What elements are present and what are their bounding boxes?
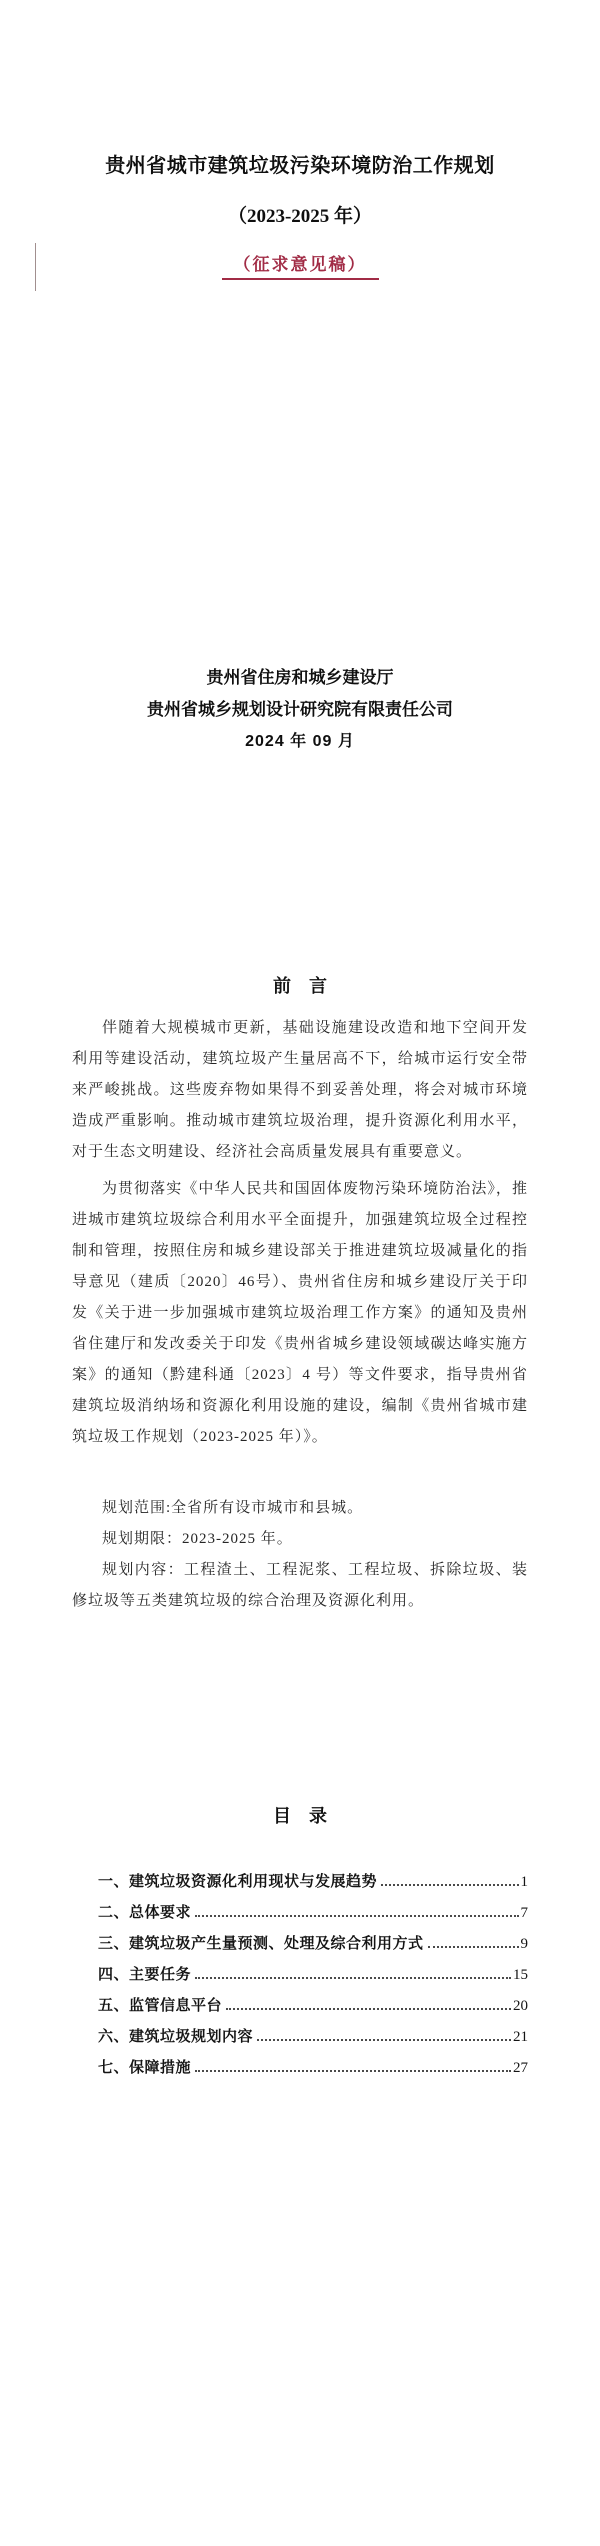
toc-entry[interactable] — [72, 2021, 528, 2052]
toc-leader-dots — [226, 1994, 511, 2010]
toc-entry[interactable] — [72, 1897, 528, 1928]
toc-entry[interactable] — [72, 2052, 528, 2083]
publish-date: 2024 年 09 月 — [245, 733, 355, 750]
draft-stamp: （征求意见稿） — [222, 250, 379, 280]
preface-body — [72, 1013, 528, 1617]
toc-leader-dots — [428, 1932, 519, 1948]
toc-leader-dots — [195, 1963, 511, 1979]
plan-content-line: 规划内容：工程渣土、工程泥浆、工程垃圾、拆除垃圾、装修垃圾等五类建筑垃圾的综合治理及资源化利用。 — [72, 1562, 528, 1609]
org-name-secondary: 贵州省城乡规划设计研究院有限责任公司 — [147, 700, 453, 719]
toc-entry-label[interactable]: 五、监管信息平台 — [98, 1997, 223, 2014]
plan-scope-line: 规划范围:全省所有设市城市和县城。 — [102, 1500, 364, 1516]
toc-leader-dots — [381, 1870, 518, 1886]
toc-leader-dots — [195, 1901, 518, 1917]
toc-page-number: 15 — [513, 1967, 528, 1983]
toc-entry[interactable] — [72, 1866, 528, 1897]
toc-entry[interactable] — [72, 1990, 528, 2021]
toc-list — [72, 1866, 528, 2083]
toc-entry-label[interactable]: 二、总体要求 — [98, 1904, 192, 1921]
toc-page-number: 21 — [513, 2029, 528, 2045]
toc-leader-dots — [195, 2056, 511, 2072]
toc-heading: 目 录 — [273, 1806, 327, 1826]
toc-page-number: 9 — [520, 1936, 528, 1952]
toc-page-number: 20 — [513, 1998, 528, 2014]
document-subtitle: （2023-2025 年） — [227, 206, 373, 227]
toc-leader-dots — [257, 2025, 511, 2041]
preface-paragraph: 伴随着大规模城市更新，基础设施建设改造和地下空间开发利用等建设活动，建筑垃圾产生量居高不下，给城市运行安全带来严峻挑战。这些废弃物如果得不到妥善处理，将会对城市环境造成严重影响。推动城市建筑垃圾治理，提升资源化利用水平，对于生态文明建设、经济社会高质量发展具有重要意义。 — [72, 1020, 528, 1160]
preface-heading: 前 言 — [273, 976, 327, 996]
toc-entry[interactable] — [72, 1959, 528, 1990]
toc-entry-label[interactable]: 四、主要任务 — [98, 1966, 192, 1983]
toc-page-number: 1 — [520, 1874, 528, 1890]
toc-page-number: 27 — [513, 2060, 528, 2076]
draft-stamp-row — [0, 250, 600, 280]
toc-page-number: 7 — [520, 1905, 528, 1921]
plan-period-line: 规划期限：2023-2025 年。 — [102, 1531, 293, 1547]
preface-paragraph: 为贯彻落实《中华人民共和国固体废物污染环境防治法》，推进城市建筑垃圾综合利用水平全面提升，加强建筑垃圾全过程控制和管理，按照住房和城乡建设部关于推进建筑垃圾减量化的指导意见（建质〔2020〕46号）、贵州省住房和城乡建设厅关于印发《关于进一步加强城市建筑垃圾治理工作方案》的通知及贵州省住建厅和发改委关于印发《贵州省城乡建设领域碳达峰实施方案》的通知（黔建科通〔2023〕4 号）等文件要求，指导贵州省建筑垃圾消纳场和资源化利用设施的建设，编制《贵州省城市建筑垃圾工作规划（2023-2025 年）》。 — [72, 1181, 528, 1445]
org-name-primary: 贵州省住房和城乡建设厅 — [206, 668, 394, 687]
toc-entry-label[interactable]: 一、建筑垃圾资源化利用现状与发展趋势 — [98, 1873, 378, 1890]
toc-entry-label[interactable]: 七、保障措施 — [98, 2059, 192, 2076]
toc-entry[interactable] — [72, 1928, 528, 1959]
toc-entry-label[interactable]: 六、建筑垃圾规划内容 — [98, 2028, 254, 2045]
toc-entry-label[interactable]: 三、建筑垃圾产生量预测、处理及综合利用方式 — [98, 1935, 424, 1952]
document-title: 贵州省城市建筑垃圾污染环境防治工作规划 — [105, 155, 495, 177]
